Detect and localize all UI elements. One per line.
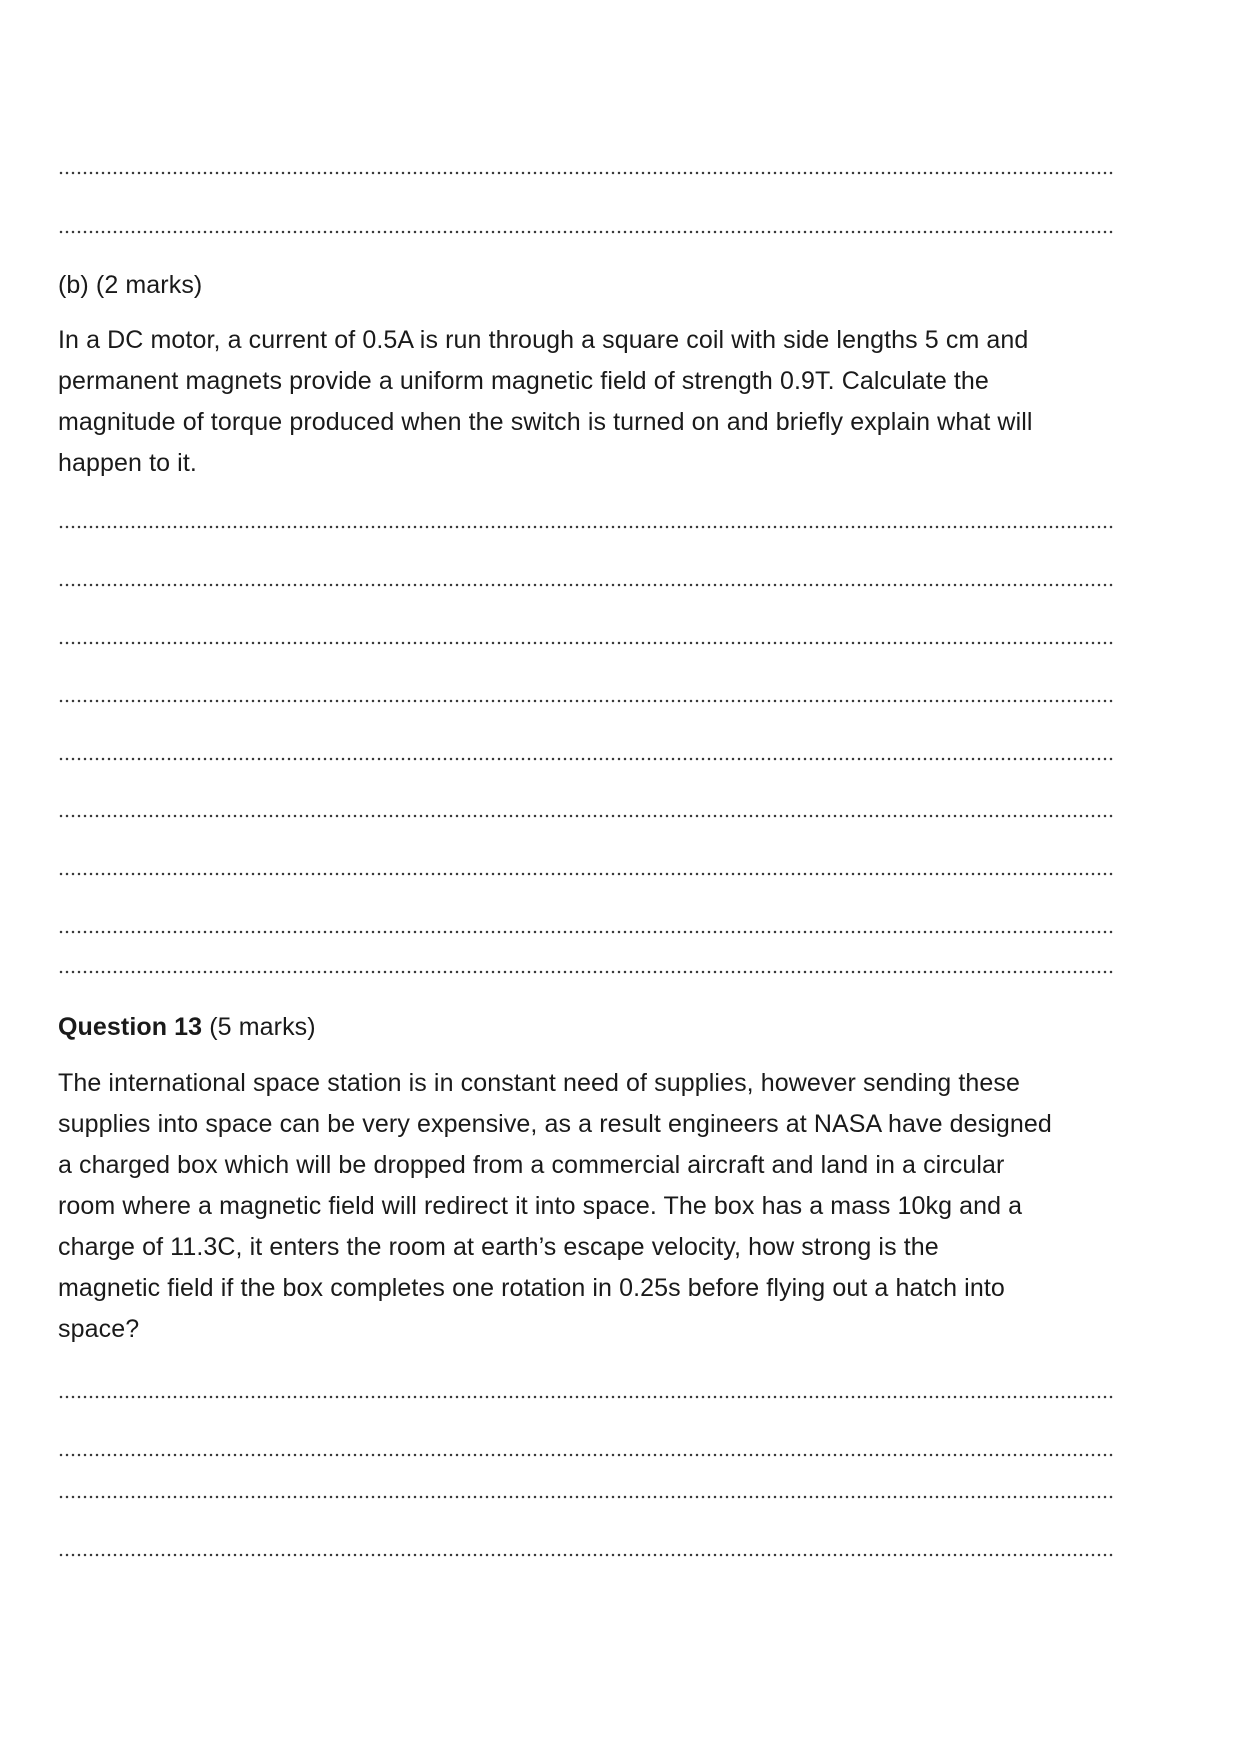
question-line: supplies into space can be very expensive, as a result engineers at NASA have designed [58, 1110, 1052, 1138]
answer-line[interactable] [58, 969, 1115, 975]
answer-line[interactable] [58, 756, 1115, 762]
question-line: space? [58, 1315, 140, 1343]
answer-line[interactable] [58, 698, 1115, 704]
answer-line[interactable] [58, 813, 1115, 819]
answer-line[interactable] [58, 929, 1115, 935]
answer-line[interactable] [58, 1394, 1115, 1400]
question-13-heading [58, 1007, 316, 1048]
part-b-label: (b) (2 marks) [58, 271, 203, 299]
question-line: permanent magnets provide a uniform magnetic field of strength 0.9T. Calculate the [58, 367, 989, 395]
answer-line[interactable] [58, 582, 1115, 588]
question-line: a charged box which will be dropped from a commercial aircraft and land in a circular [58, 1151, 1005, 1179]
question-line: In a DC motor, a current of 0.5A is run through a square coil with side lengths 5 cm and [58, 326, 1029, 354]
question-13-title: Question 13 [58, 1013, 203, 1041]
answer-line[interactable] [58, 524, 1115, 530]
answer-line[interactable] [58, 1452, 1115, 1458]
question-line: The international space station is in constant need of supplies, however sending these [58, 1069, 1020, 1097]
question-line: charge of 11.3C, it enters the room at earth’s escape velocity, how strong is the [58, 1233, 939, 1261]
answer-line[interactable] [58, 1552, 1115, 1558]
answer-line[interactable] [58, 1494, 1115, 1500]
question-line: room where a magnetic field will redirect it into space. The box has a mass 10kg and a [58, 1192, 1023, 1220]
answer-line[interactable] [58, 229, 1115, 235]
question-13-text [58, 1063, 1178, 1350]
answer-line[interactable] [58, 871, 1115, 877]
answer-line[interactable] [58, 170, 1115, 176]
question-line: magnitude of torque produced when the switch is turned on and briefly explain what will [58, 408, 1033, 436]
question-line: magnetic field if the box completes one rotation in 0.25s before flying out a hatch into [58, 1274, 1005, 1302]
part-b-question [58, 320, 1178, 484]
question-13-marks: (5 marks) [202, 1013, 316, 1041]
answer-line[interactable] [58, 640, 1115, 646]
question-line: happen to it. [58, 449, 197, 477]
